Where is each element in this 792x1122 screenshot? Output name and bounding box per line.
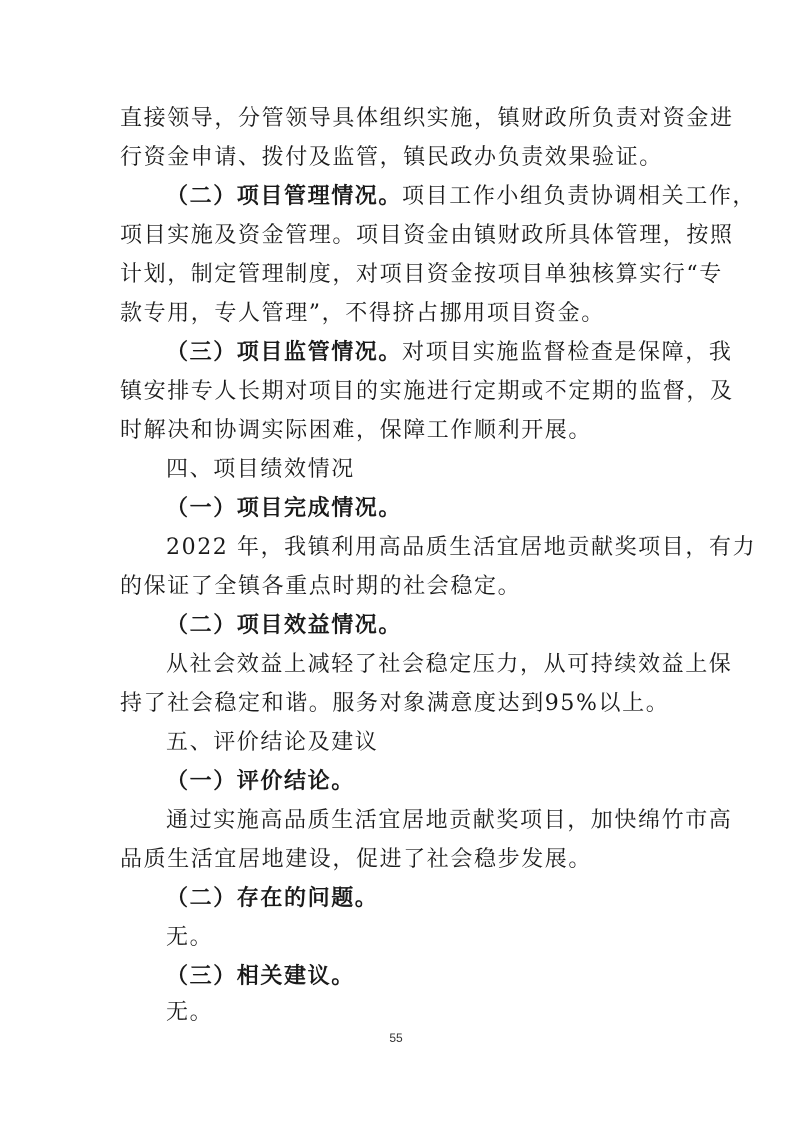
body-text-line bbox=[120, 845, 592, 875]
text-run: 款专用，专人管理”，不得挤占挪用项目资金。 bbox=[120, 301, 605, 326]
body-text-line bbox=[120, 416, 592, 446]
section-heading bbox=[166, 455, 355, 485]
body-text-line bbox=[120, 572, 521, 602]
body-text-line bbox=[166, 650, 732, 680]
subsection-heading bbox=[166, 884, 378, 914]
text-run: 品质生活宜居地建设，促进了社会稳步发展。 bbox=[120, 847, 593, 872]
section-heading-text: 四、项目绩效情况 bbox=[166, 457, 355, 482]
subsection-heading bbox=[166, 962, 355, 992]
text-run: 项目实施及资金管理。项目资金由镇财政所具体管理，按照 bbox=[120, 223, 734, 248]
subsection-paragraph bbox=[166, 338, 732, 368]
page-number: 55 bbox=[389, 1031, 403, 1045]
body-text-line bbox=[120, 299, 605, 329]
text-run: 行资金申请、拨付及监管，镇民政办负责效果验证。 bbox=[120, 145, 663, 170]
section-heading-text: 五、评价结论及建议 bbox=[166, 730, 379, 755]
subsection-heading-text: （三）相关建议。 bbox=[166, 964, 355, 989]
text-run: 镇安排专人长期对项目的实施进行定期或不定期的监督，及 bbox=[120, 379, 734, 404]
text-run: 从社会效益上减轻了社会稳定压力，从可持续效益上保 bbox=[166, 652, 733, 677]
body-text-line bbox=[120, 221, 734, 251]
subsection-paragraph bbox=[166, 182, 756, 212]
subsection-heading bbox=[166, 611, 402, 641]
text-run: 无。 bbox=[166, 1000, 214, 1025]
text-run: 的保证了全镇各重点时期的社会稳定。 bbox=[120, 574, 522, 599]
body-text-line bbox=[120, 104, 734, 134]
subsection-heading: （三）项目监管情况。 bbox=[166, 340, 403, 365]
text-run: 项目工作小组负责协调相关工作， bbox=[402, 184, 757, 209]
subsection-heading-text: （二）存在的问题。 bbox=[166, 886, 379, 911]
text-run: 对项目实施监督检查是保障，我 bbox=[402, 340, 733, 365]
text-run: 计划，制定管理制度，对项目资金按项目单独核算实行“专 bbox=[120, 262, 723, 287]
subsection-heading: （二）项目管理情况。 bbox=[166, 184, 403, 209]
body-text-line bbox=[120, 377, 734, 407]
body-text-line bbox=[166, 533, 756, 563]
text-run: 无。 bbox=[166, 925, 214, 950]
body-text-line bbox=[166, 806, 732, 836]
text-run: 时解决和协调实际困难，保障工作顺利开展。 bbox=[120, 418, 593, 443]
text-run: 持了社会稳定和谐。服务对象满意度达到95%以上。 bbox=[120, 691, 670, 716]
subsection-heading-text: （一）评价结论。 bbox=[166, 769, 355, 794]
subsection-heading bbox=[166, 494, 402, 524]
body-text-line bbox=[120, 143, 663, 173]
section-heading bbox=[166, 728, 378, 758]
body-text-line bbox=[120, 260, 723, 290]
subsection-heading-text: （一）项目完成情况。 bbox=[166, 496, 403, 521]
body-text-line bbox=[166, 923, 213, 953]
body-text-line bbox=[166, 998, 213, 1028]
subsection-heading bbox=[166, 767, 355, 797]
body-text-line bbox=[120, 689, 669, 719]
text-run: 通过实施高品质生活宜居地贡献奖项目，加快绵竹市高 bbox=[166, 808, 733, 833]
text-run: 2022 年，我镇利用高品质生活宜居地贡献奖项目，有力 bbox=[166, 535, 757, 560]
text-run: 直接领导，分管领导具体组织实施，镇财政所负责对资金进 bbox=[120, 106, 734, 131]
subsection-heading-text: （二）项目效益情况。 bbox=[166, 613, 403, 638]
